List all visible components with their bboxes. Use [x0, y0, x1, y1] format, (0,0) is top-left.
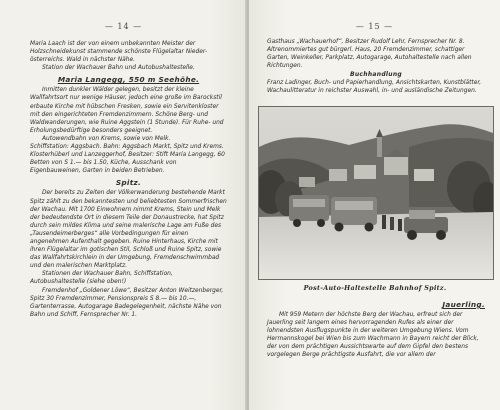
paragraph: Inmitten dunkler Wälder gelegen, besitzt der kleine Wallfahrtsort nur wenige Häuser, jedoch eine große im Barockstil erbaute Kirche mit hübschen Fresken, sowie ein Servitenkloster mit den eingerichteten Fremdenzimmern. Schöne Berg- und Waldwanderungen, wie Ruine Aggstein (1 Stunde). Für Ruhe- und Erholungsbedürftige besonders geeignet.	[30, 87, 224, 134]
section-heading-buchhandlung: Buchhandlung	[349, 71, 403, 79]
paragraph: Franz Ladinger, Buch- und Papierhandlung, Ansichtskarten, Kunstblätter, Wachaulitteratur in reichster Auswahl, in- und ausländische Zeitungen.	[267, 80, 482, 95]
left-page-number: — 14 —	[104, 22, 143, 31]
right-page-number: — 15 —	[355, 22, 394, 31]
paragraph: Der bereits zu Zeiten der Völkerwanderung bestehende Markt Spitz zählt zu den bekanntesten und beliebtesten Sommerfrischen der Wachau. Mit 1700 Einwohnern nimmt Krems, Stein und Melk der bedeutendste Ort in diesem Teile der Donaustrecke, hat Spitz durch sein mildes Klima und seine malerische Lage am Fuße des „Tausendeimerberges“ alle Vorbedingungen für einen angenehmen Aufenthalt gegeben. Ruine Hinterhaus, Kirche mit ihren Flügelaltar im gotischen Stil, Schloß und Ruine Spitz, sowie das Wallfahrtskirchlein in der Umgebung, Fremdenschwimmbad und den malerischen Marktplatz.	[30, 190, 227, 270]
section-heading-maria-langegg: Maria Langegg, 550 m Seehöhe.	[57, 75, 200, 85]
paragraph: Autowendbahn von Krems, sowie von Melk.	[42, 135, 171, 142]
photo-caption: Post-Auto-Haltestelle Bahnhof Spitz.	[303, 284, 447, 292]
paragraph: Gasthaus „Wachauerhof“, Besitzer Rudolf Lehr, Fernsprecher Nr. 8. Altrenommiertes gut bürgerl. Haus, 20 Fremdenzimmer, schattiger Garten, Weinkeller, Parkplatz, Autogarage, Autohaltestelle nach allen Richtungen.	[267, 39, 472, 70]
paragraph: Maria Laach ist der von einem unbekannten Meister der Holzschneidekunst stammende schönste Flügelaltar Nieder-österreichs. Wald in nächster Nähe.	[30, 41, 208, 64]
paragraph: Station der Wachauer Bahn und Autobushaltestelle.	[42, 65, 195, 72]
paragraph: Klosterhüberl und Lanzeggerhof, Besitzer: Stift Maria Langegg, 60 Betten von S 1.— bis 1.50, Küche, Ausschank von Eigenbauweinen, Garten in beiden Betrieben.	[30, 152, 225, 175]
paragraph: Schiffstation: Aggsbach. Bahn: Aggsbach Markt, Spitz und Krems.	[30, 144, 224, 151]
left-page-text	[30, 40, 227, 319]
section-heading-spitz: Spitz.	[115, 178, 142, 188]
left-page	[0, 0, 247, 410]
photo-illustration	[259, 107, 493, 279]
right-page-bottom-text	[267, 297, 485, 360]
section-heading-jauerling: Jauerling.	[442, 300, 485, 309]
paragraph: Mit 959 Metern der höchste Berg der Wachau, erfreut sich der Jauerling seit langem eines hervorragenden Rufes als einer der lohnendsten Ausflugspunkte in der weiteren Umgebung Wiens. Vom Hermannskogel bei Wien bis zum Wachmann in Bayern reicht der Blick, der von dem prächtigen Aussichtswarte auf dem Gipfel den bestens vorgelegen Berge prächtigste Ausfahrt, die vor allem der	[267, 312, 479, 359]
paragraph: Fremdenhof „Goldener Löwe“, Besitzer Anton Weitzenberger, Spitz 30 Fremdenzimmer, Pensionspreis S 8.— bis 10.—, Gartenterrasse, Autogarage Badegelegenheit, nächste Nähe von Bahn und Schiff, Fernsprecher Nr. 1.	[30, 287, 224, 318]
right-page-top-text	[267, 38, 485, 96]
paragraph: Stationen der Wachauer Bahn, Schiffstation, Autobushaltestelle (siehe oben!)	[30, 271, 173, 286]
bus-stop-photo	[258, 106, 494, 280]
